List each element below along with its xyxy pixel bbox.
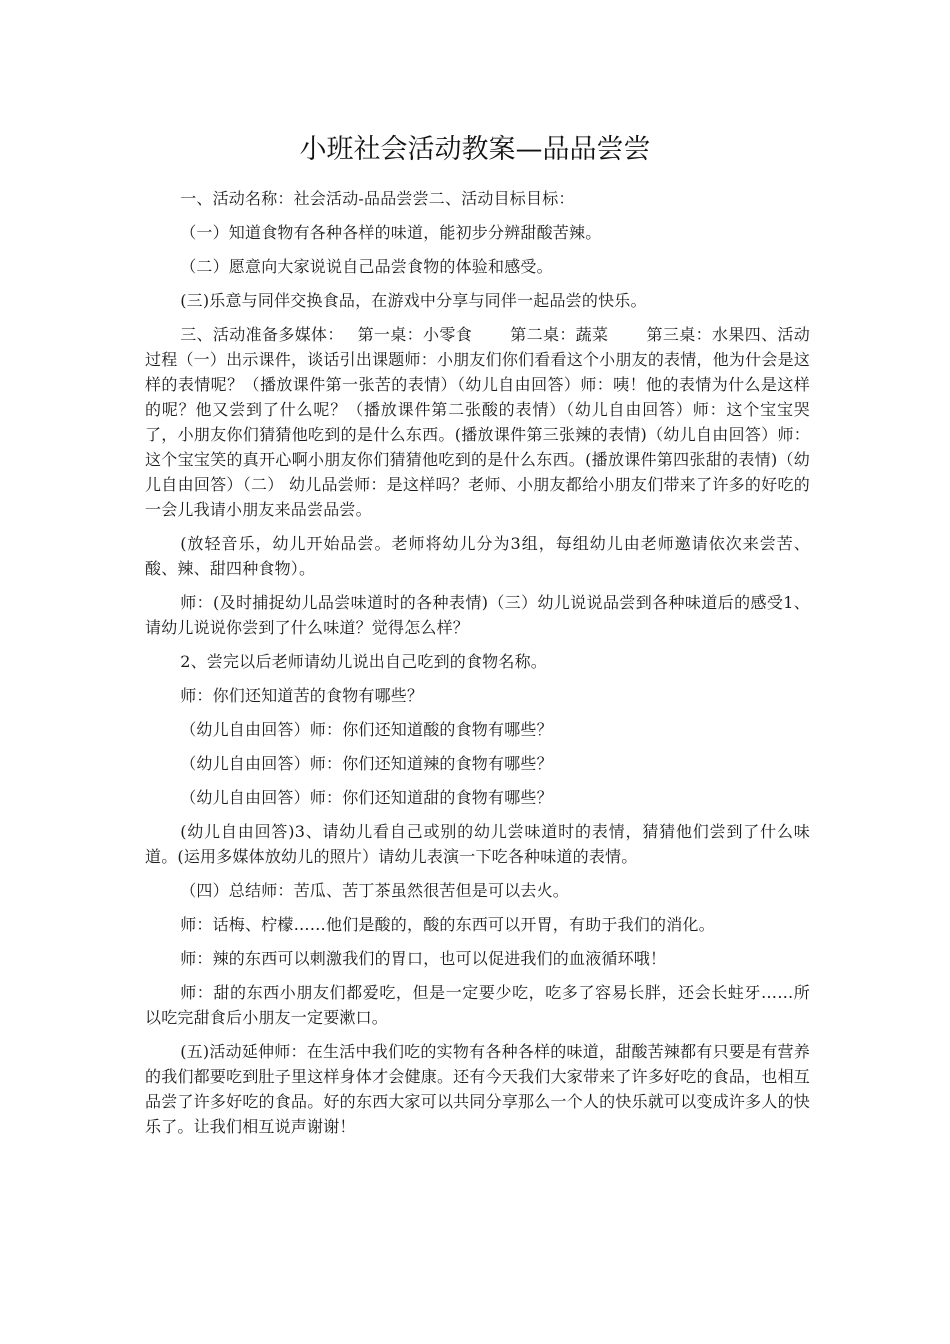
paragraph-summary-bitter: （四）总结师：苦瓜、苦丁茶虽然很苦但是可以去火。	[180, 881, 569, 900]
paragraph-expressions: (幼儿自由回答)3、请幼儿看自己或别的幼儿尝味道时的表情，猜猜他们尝到了什么味道。(运用多媒体放幼儿的照片）请幼儿表演一下吃各种味道的表情。	[145, 822, 810, 866]
paragraph-sour-question: （幼儿自由回答）师：你们还知道酸的食物有哪些？	[180, 720, 553, 739]
paragraph-spicy-question: （幼儿自由回答）师：你们还知道辣的食物有哪些？	[180, 754, 553, 773]
paragraph-activity-name: 一、活动名称：社会活动-品品尝尝二、活动目标目标：	[180, 189, 575, 208]
paragraph-summary-sweet: 师：甜的东西小朋友们都爱吃，但是一定要少吃，吃多了容易长胖，还会长蛀牙……所以吃完甜食后小朋友一定要漱口。	[145, 983, 810, 1027]
paragraph-feelings: 师：(及时捕捉幼儿品尝味道时的各种表情)（三）幼儿说说品尝到各种味道后的感受1、 请幼儿说说你尝到了什么味道？觉得怎么样？	[145, 593, 810, 637]
paragraph-extension: (五)活动延伸师：在生活中我们吃的实物有各种各样的味道，甜酸苦辣都有只要是有营养的我们都要吃到肚子里这样身体才会健康。还有今天我们大家带来了许多好吃的食品，也相互品尝了许多好吃的食品。好的东西大家可以共同分享那么一个人的快乐就可以变成许多人的快乐了。让我们相互说声谢谢！	[145, 1042, 810, 1136]
paragraph-goal-3: (三)乐意与同伴交换食品，在游戏中分享与同伴一起品尝的快乐。	[180, 291, 647, 310]
paragraph-tasting: (放轻音乐，幼儿开始品尝。老师将幼儿分为3组，每组幼儿由老师邀请依次来尝苦、酸、辣、甜四种食物）。	[145, 534, 810, 578]
paragraph-goal-1: （一）知道食物有各种各样的味道，能初步分辨甜酸苦辣。	[180, 223, 602, 242]
paragraph-food-names: 2、尝完以后老师请幼儿说出自己吃到的食物名称。	[180, 652, 547, 671]
paragraph-summary-spicy: 师：辣的东西可以刺激我们的胃口，也可以促进我们的血液循环哦！	[180, 949, 667, 968]
document-body	[145, 186, 810, 1148]
paragraph-goal-2: （二）愿意向大家说说自己品尝食物的体验和感受。	[180, 257, 553, 276]
document-title: 小班社会活动教案—品品尝尝	[299, 134, 651, 165]
paragraph-preparation-process: 三、活动准备多媒体： 第一桌：小零食 第二桌：蔬菜 第三桌：水果四、活动过程（一）出示课件，谈话引出课题师：小朋友们你们看看这个小朋友的表情，他为什会是这样的表情呢？（播放课件第一张苦的表情）（幼儿自由回答）师：咦！他的表情为什么是这样的呢？他又尝到了什么呢？（播放课件第二张酸的表情）（幼儿自由回答）师：这个宝宝哭了，小朋友你们猜猜他吃到的是什么东西。(播放课件第三张辣的表情)（幼儿自由回答）师：这个宝宝笑的真开心啊小朋友你们猜猜他吃到的是什么东西。(播放课件第四张甜的表情)（幼儿自由回答）（二） 幼儿品尝师：是这样吗？老师、小朋友都给小朋友们带来了许多的好吃的一会儿我请小朋友来品尝品尝。	[145, 325, 810, 519]
paragraph-sweet-question: （幼儿自由回答）师：你们还知道甜的食物有哪些？	[180, 788, 553, 807]
paragraph-bitter-question: 师：你们还知道苦的食物有哪些？	[180, 686, 424, 705]
paragraph-summary-sour: 师：话梅、柠檬……他们是酸的，酸的东西可以开胃，有助于我们的消化。	[180, 915, 715, 934]
